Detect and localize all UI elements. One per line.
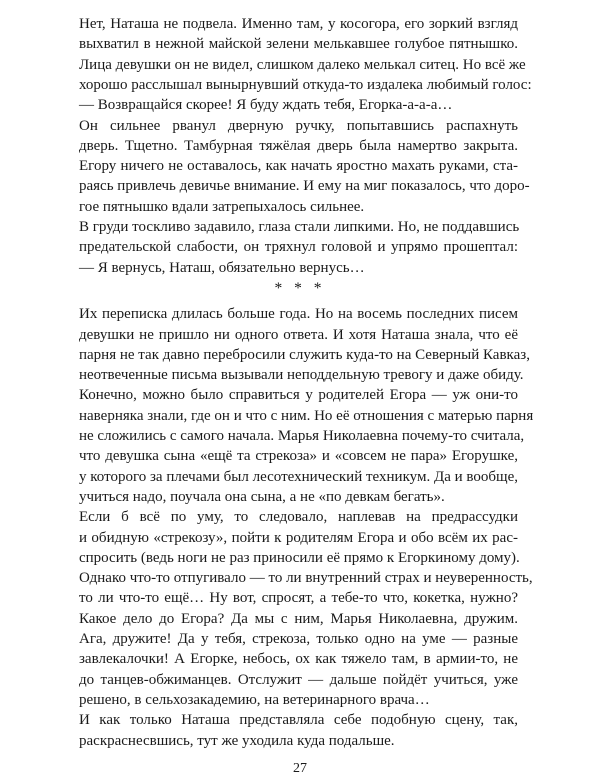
text-line: — Возвращайся скорее! Я буду ждать тебя, Егорка-а-а-а… — [79, 97, 453, 114]
text-line: Конечно, можно было справиться у родителей Егора — уж они-то — [79, 387, 518, 404]
text-line: раясь привлечь девичье внимание. И ему на миг показалось, что доро- — [79, 178, 530, 195]
text-line: решено, в сельхозакадемию, на ветеринарного врача… — [79, 691, 430, 708]
text-line: дверь. Тщетно. Тамбурная тяжёлая дверь была намертво закрыта. — [79, 137, 518, 154]
text-line: Их переписка длилась больше года. Но на восемь последних писем — [79, 306, 518, 323]
text-line: наверняка знали, где он и что с ним. Но её отношения с матерью парня — [79, 407, 534, 424]
text-line: что девушка сына «ещё та стрекоза» и «совсем не пара» Егорушке, — [79, 448, 518, 465]
text-line: завлекалочки! А Егорке, небось, ох как тяжело там, в армии-то, не — [79, 651, 518, 668]
text-line: у которого за плечами был лесотехнический техникум. Да и вообще, — [79, 468, 518, 485]
text-line: В груди тоскливо задавило, глаза стали липкими. Но, не поддавшись — [79, 219, 520, 235]
text-line: выхватил в нежной майской зелени мелькавшее голубое пятнышко. — [79, 36, 518, 53]
text-line: неотвеченные письма вызывали неподдельную тревогу и даже обиду. — [79, 367, 524, 384]
text-line: спросить (ведь ноги не раз приносили её прямо к Егоркиному дому). — [79, 549, 520, 566]
text-line: хорошо расслышал вынырнувший откуда-то издалека любимый голос: — [79, 76, 532, 93]
text-line: и обидную «стрекозу», пойти к родителям Егора и обо всём их рас- — [79, 529, 518, 546]
text-line: — Я вернусь, Наташ, обязательно вернусь… — [79, 259, 365, 276]
text-line: Нет, Наташа не подвела. Именно там, у косогора, его зоркий взгляд — [79, 16, 518, 32]
page-number: 27 — [293, 760, 307, 776]
text-line: гое пятнышко вдали затрепыхалось сильнее. — [79, 198, 365, 215]
text-line: парня не так давно перебросили служить куда-то на Северный Кавказ, — [79, 346, 530, 363]
text-line: предательской слабости, он тряхнул головой и упрямо прошептал: — [79, 239, 518, 256]
text-line: Лица девушки он не видел, слишком далеко мелькал ситец. Но всё же — [79, 56, 526, 73]
text-line: Егору ничего не оставалось, как начать яростно махать руками, ста- — [79, 158, 518, 175]
text-line: Если б всё по уму, то следовало, наплевав на предрассудки — [79, 509, 518, 526]
text-line: девушки не пришло ни одного ответа. И хотя Наташа знала, что её — [79, 326, 518, 343]
text-line: учиться надо, поучала она сына, а не «по девкам бегать». — [79, 488, 445, 505]
text-line: И как только Наташа представляла себе подобную сцену, так, — [79, 712, 518, 729]
section-separator: * * * — [274, 279, 326, 297]
text-line: Он сильнее рванул дверную ручку, попытавшись распахнуть — [79, 117, 518, 134]
text-line: Какое дело до Егора? Да мы с ним, Марья Николаевна, дружим. — [79, 610, 518, 627]
text-line: раскраснесвшись, тут же уходила куда подальше. — [79, 732, 395, 749]
text-line: Однако что-то отпугивало — то ли внутренний страх и неуверенность, — [79, 570, 533, 587]
text-line: до танцев-обжиманцев. Отслужит — дальше пойдёт учиться, уже — [79, 671, 518, 688]
text-line: не сложились с самого начала. Марья Николаевна почему-то считала, — [79, 428, 525, 444]
text-line: Ага, дружите! Да у тебя, стрекоза, только одно на уме — разные — [79, 631, 518, 647]
text-line: то ли что-то ещё… Ну вот, спросят, а тебе-то что, кокетка, нужно? — [79, 590, 518, 607]
